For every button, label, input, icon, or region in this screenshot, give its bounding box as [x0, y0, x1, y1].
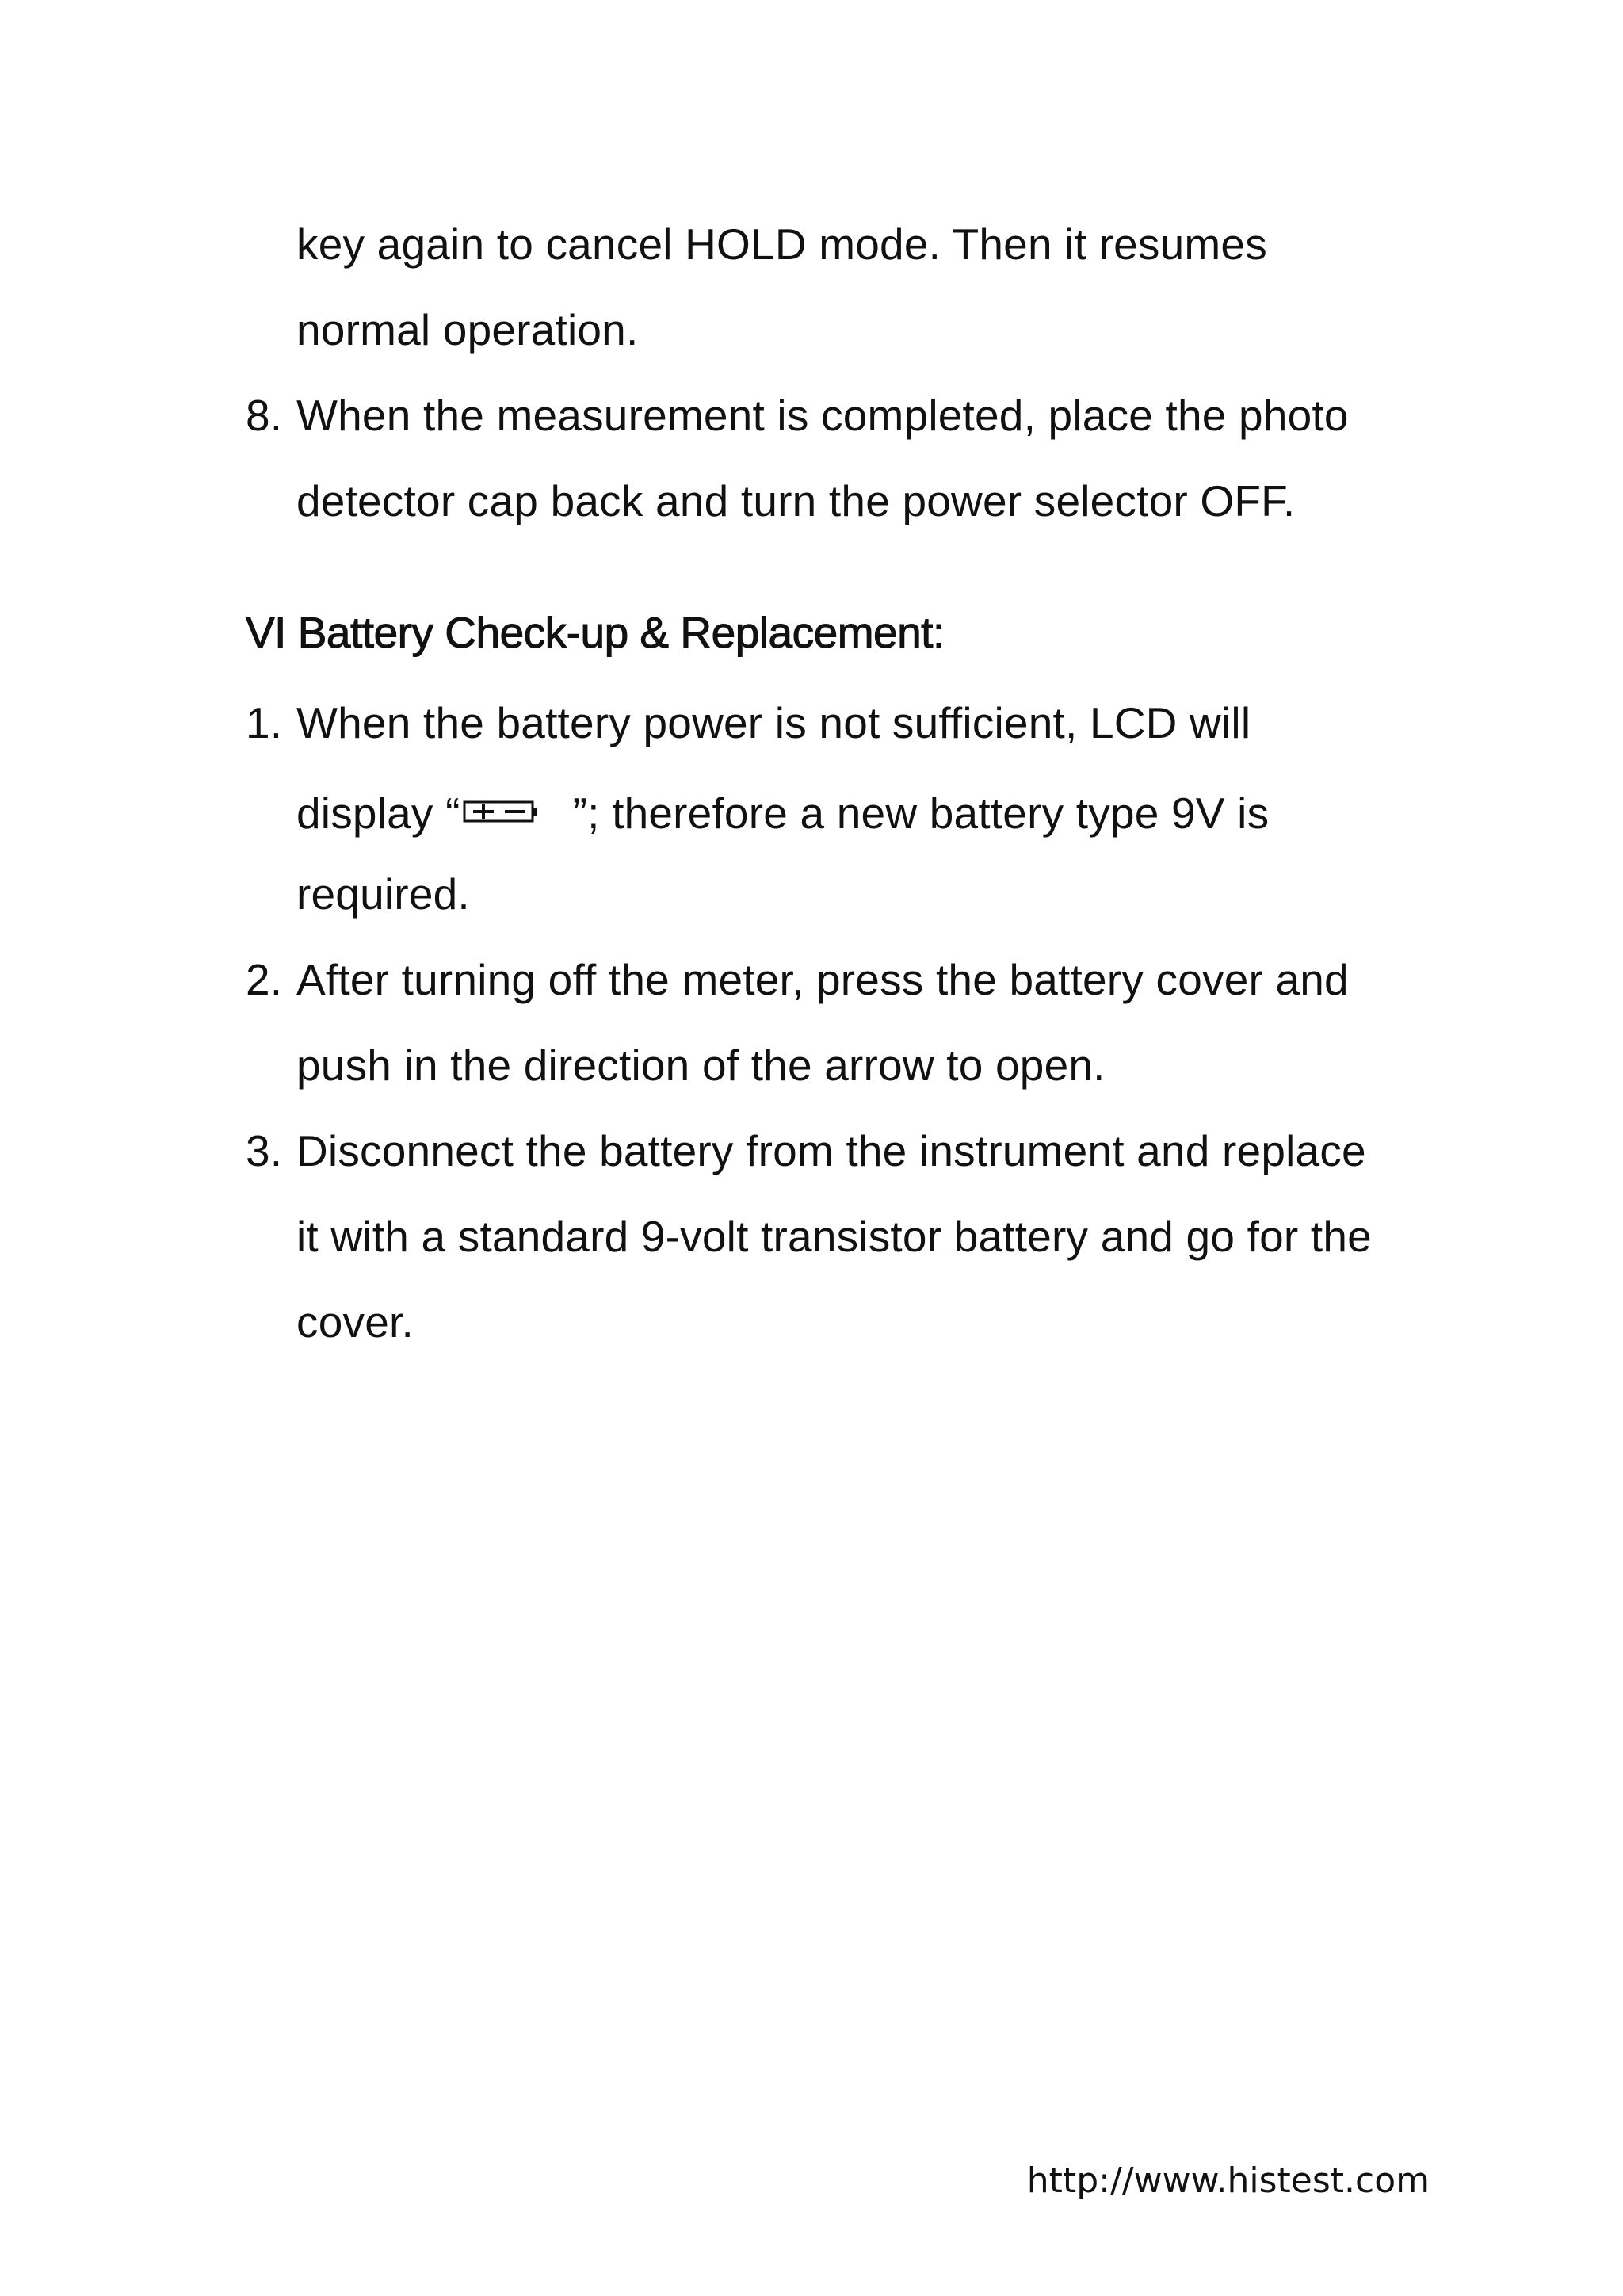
step-2-line-1 [246, 954, 1349, 1005]
continued-line-2: normal operation. [296, 305, 639, 354]
battery-icon [462, 783, 538, 834]
step-2-line-2: push in the direction of the arrow to open. [296, 1041, 1106, 1090]
section-heading: VI Battery Check-up & Replacement: [246, 608, 945, 657]
step-1-number: 1. [246, 698, 283, 747]
step-2-number: 2. [246, 955, 283, 1004]
footer-url[interactable]: http://www.histest.com [1026, 2160, 1430, 2201]
item-8-text-1: When the measurement is completed, place the photo [296, 391, 1349, 440]
step-3-number: 3. [246, 1126, 283, 1175]
step-1-text-1: When the battery power is not sufficient, LCD will [296, 698, 1251, 747]
step-1-text-2a: display “ [296, 789, 460, 838]
item-8-number: 8. [246, 391, 283, 440]
step-1-text-2b: ”; therefore a new battery type 9V is [572, 789, 1270, 838]
step-1-line-2 [296, 783, 1269, 839]
step-1-line-1 [246, 697, 1251, 748]
item-8-line-2: detector cap back and turn the power selector OFF. [296, 476, 1296, 525]
step-3-line-3: cover. [296, 1297, 414, 1347]
step-3-text-1: Disconnect the battery from the instrument and replace [296, 1126, 1366, 1175]
step-3-line-2: it with a standard 9-volt transistor battery and go for the [296, 1212, 1372, 1261]
step-3-line-1 [246, 1125, 1366, 1176]
item-8-line-1 [246, 390, 1349, 441]
continued-line-1: key again to cancel HOLD mode. Then it resumes [296, 220, 1267, 269]
step-2-text-1: After turning off the meter, press the battery cover and [296, 955, 1349, 1004]
step-1-line-3: required. [296, 869, 470, 919]
